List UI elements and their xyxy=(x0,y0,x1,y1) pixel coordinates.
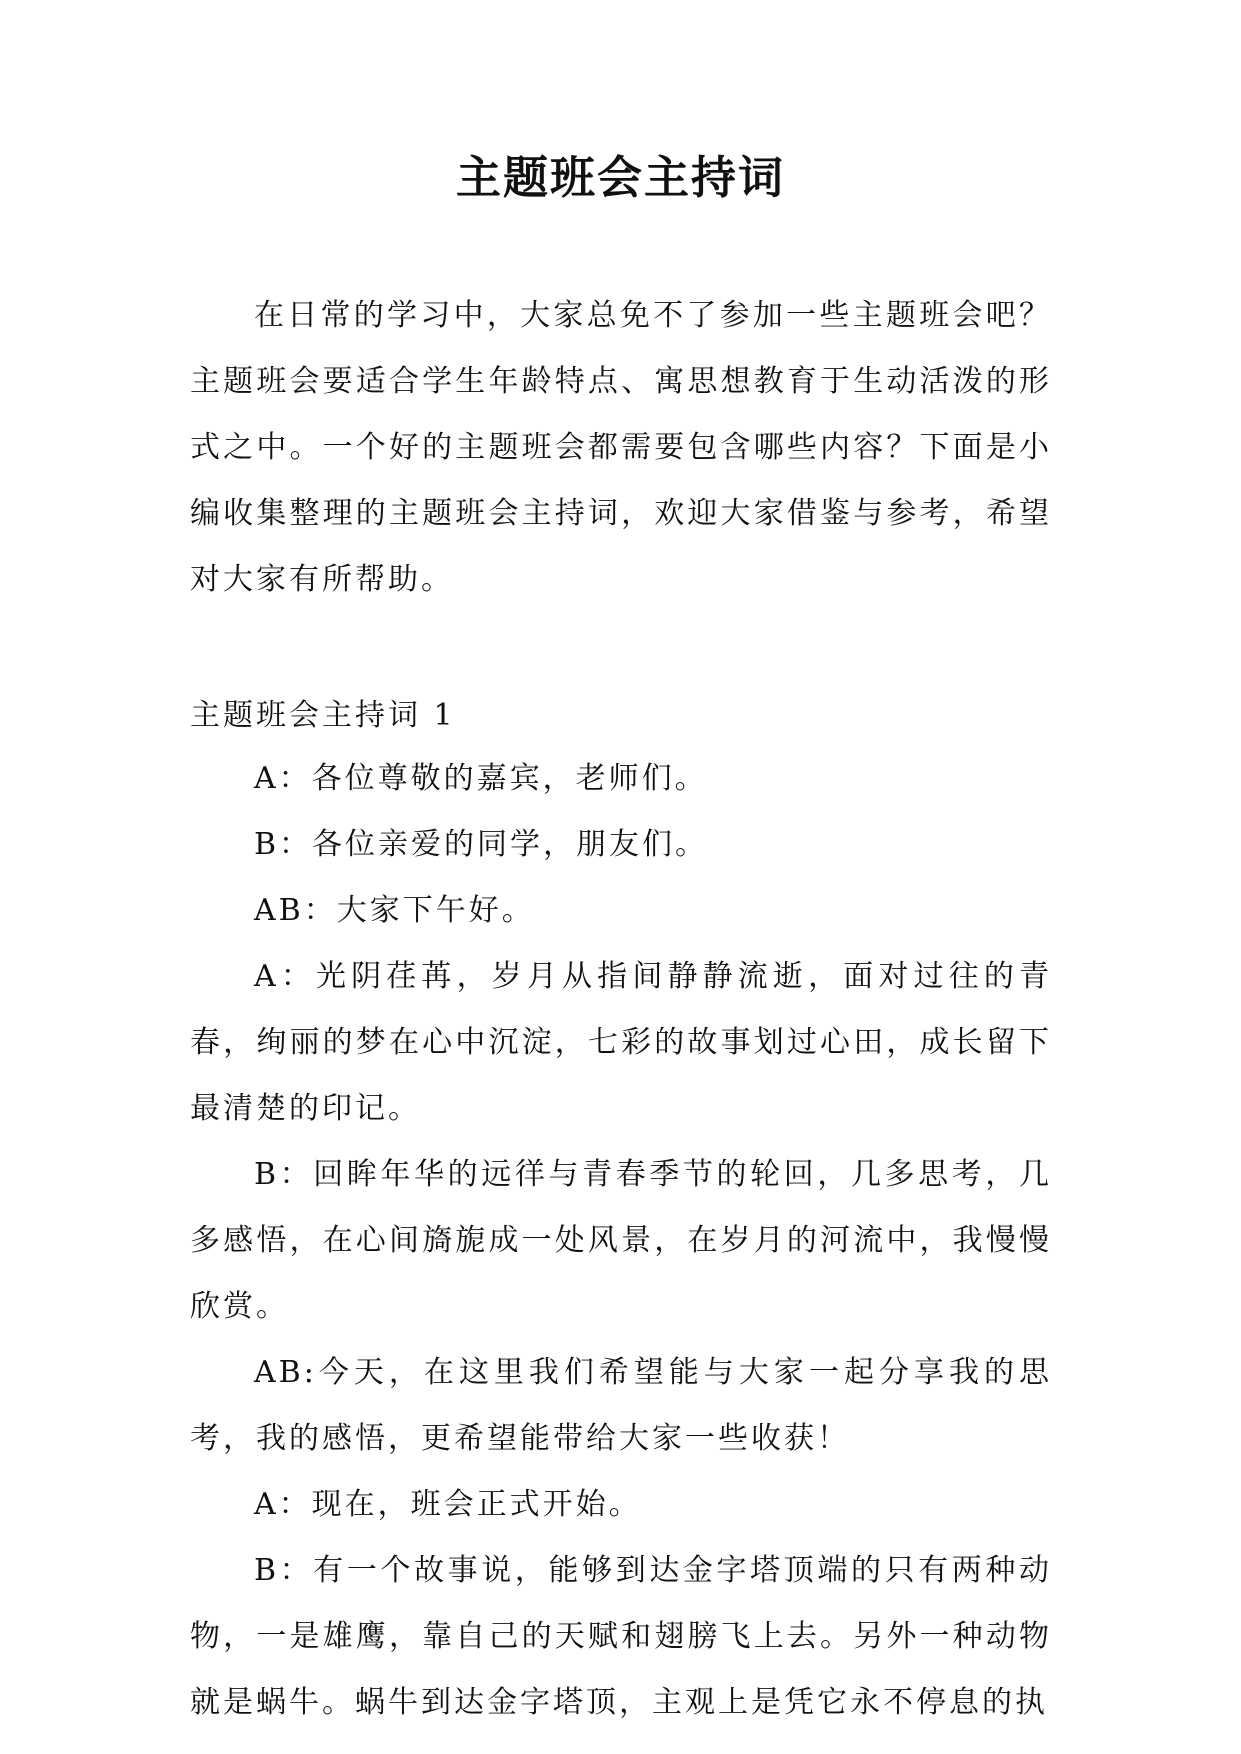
script-line: B：回眸年华的远徉与青春季节的轮回，几多思考，几多感悟，在心间旖旎成一处风景，在岁月的河流中，我慢慢欣赏。 xyxy=(190,1157,1052,1324)
script-line: AB:今天，在这里我们希望能与大家一起分享我的思考，我的感悟，更希望能带给大家一些收获！ xyxy=(190,1355,1052,1456)
section-title: 主题班会主持词 1 xyxy=(190,698,456,733)
document-body xyxy=(190,283,1052,1736)
script-line: A：现在，班会正式开始。 xyxy=(254,1487,642,1522)
script-line: A：光阴荏苒，岁月从指间静静流逝，面对过往的青春，绚丽的梦在心中沉淀，七彩的故事划过心田，成长留下最清楚的印记。 xyxy=(190,959,1052,1126)
script-line: B：各位亲爱的同学，朋友们。 xyxy=(254,827,709,862)
script-line: A：各位尊敬的嘉宾，老师们。 xyxy=(254,761,708,796)
intro-paragraph: 在日常的学习中，大家总免不了参加一些主题班会吧？主题班会要适合学生年龄特点、寓思想教育于生动活泼的形式之中。一个好的主题班会都需要包含哪些内容？下面是小编收集整理的主题班会主持词，欢迎大家借鉴与参考，希望对大家有所帮助。 xyxy=(190,298,1052,597)
script-line: AB：大家下午好。 xyxy=(254,893,535,928)
script-line: B：有一个故事说，能够到达金字塔顶端的只有两种动物，一是雄鹰，靠自己的天赋和翅膀飞上去。另外一种动物就是蜗牛。蜗牛到达金字塔顶，主观上是凭它永不停息的执 xyxy=(190,1553,1052,1720)
document-title: 主题班会主持词 xyxy=(455,151,785,204)
